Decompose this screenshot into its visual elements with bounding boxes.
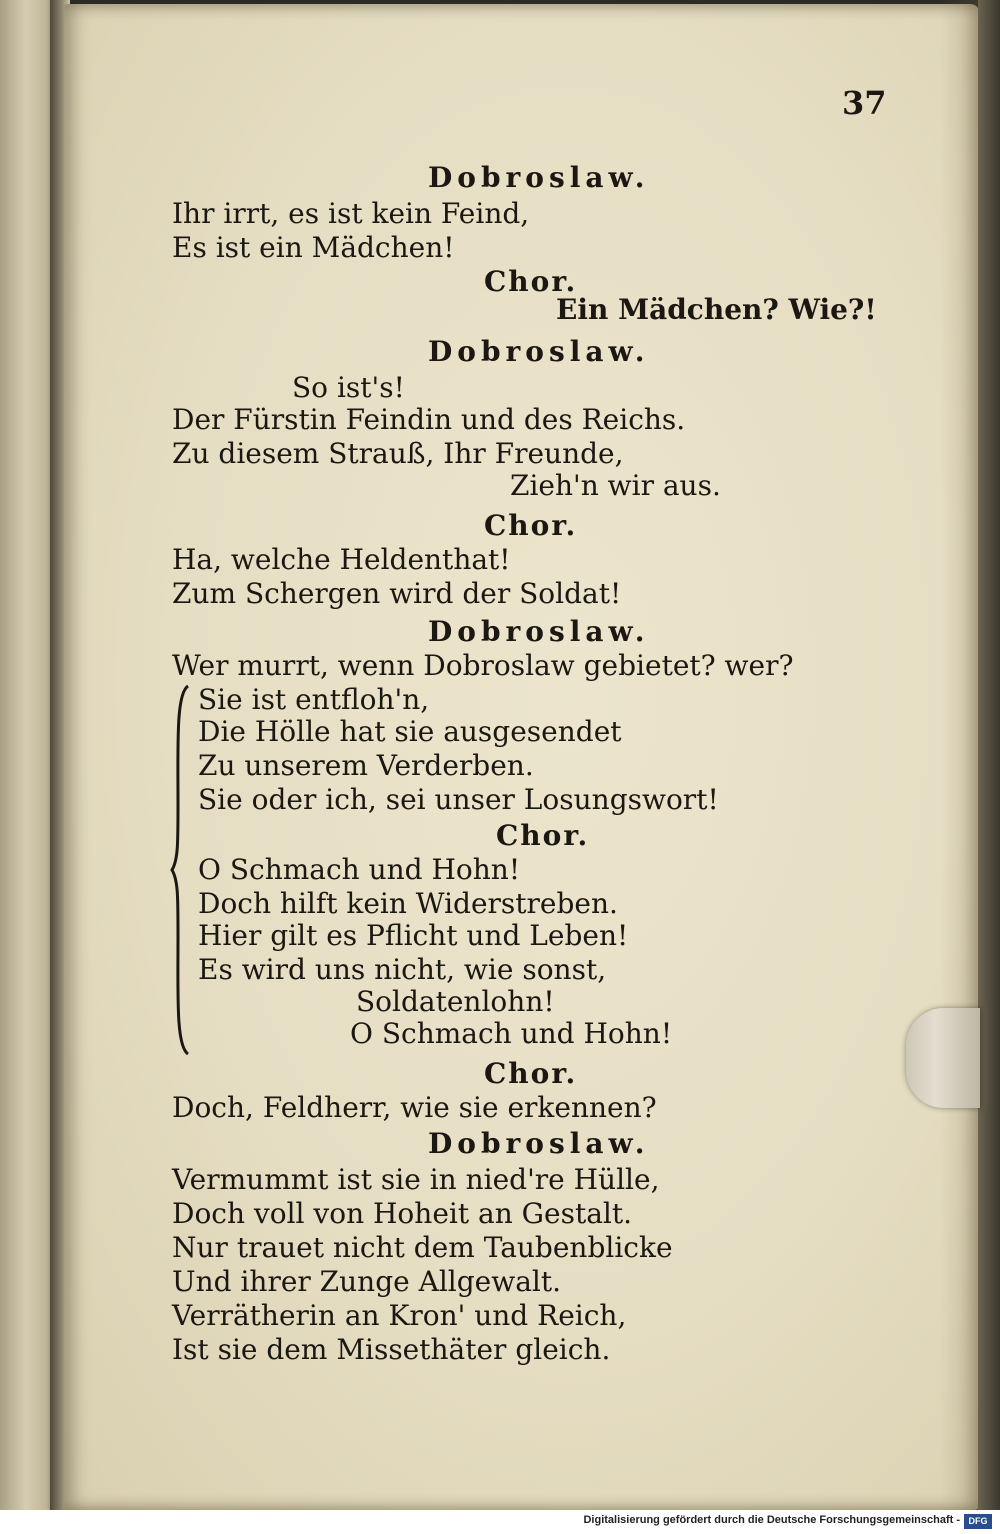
page-clip (906, 1008, 980, 1108)
footer-bar (0, 1510, 1000, 1534)
verse-line: Doch, Feldherr, wie sie erkennen? (172, 1091, 657, 1124)
footer-credit: Digitalisierung gefördert durch die Deutsche Forschungsgemeinschaft - (583, 1514, 960, 1526)
verse-line: Zum Schergen wird der Soldat! (172, 577, 622, 610)
verse-line: Ein Mädchen? Wie?! (556, 293, 877, 326)
verse-line: Und ihrer Zunge Allgewalt. (172, 1265, 561, 1298)
speaker-label: Dobroslaw. (428, 335, 650, 368)
speaker-label: Chor. (484, 1057, 578, 1090)
verse-line: So ist's! (292, 371, 405, 404)
verse-line: Hier gilt es Pflicht und Leben! (198, 919, 629, 952)
page-number: 37 (842, 84, 887, 122)
verse-line: O Schmach und Hohn! (198, 853, 521, 886)
speaker-label: Dobroslaw. (428, 615, 650, 648)
verse-line: Doch voll von Hoheit an Gestalt. (172, 1197, 632, 1230)
speaker-label: Chor. (484, 509, 578, 542)
verse-line: Der Fürstin Feindin und des Reichs. (172, 403, 686, 436)
verse-line: Sie ist entfloh'n, (198, 683, 430, 716)
speaker-label: Chor. (484, 265, 578, 298)
verse-line: Soldatenlohn! (356, 985, 555, 1018)
book-cover-edge (978, 0, 1000, 1510)
curly-brace-icon (170, 684, 192, 1056)
speaker-label: Chor. (496, 819, 590, 852)
verse-line: Zu diesem Strauß, Ihr Freunde, (172, 437, 624, 470)
page-edge-shading (940, 0, 978, 1510)
speaker-label: Dobroslaw. (428, 161, 650, 194)
verse-line: Die Hölle hat sie ausgesendet (198, 715, 622, 748)
verse-line: Es ist ein Mädchen! (172, 231, 455, 264)
verse-line: Nur trauet nicht dem Taubenblicke (172, 1231, 673, 1264)
verse-line: Vermummt ist sie in nied're Hülle, (172, 1163, 660, 1196)
verse-line: Zieh'n wir aus. (510, 469, 721, 502)
verse-line: Ist sie dem Missethäter gleich. (172, 1333, 611, 1366)
verse-line: Ihr irrt, es ist kein Feind, (172, 197, 530, 230)
verse-line: Sie oder ich, sei unser Losungswort! (198, 783, 719, 816)
dfg-logo: DFG (964, 1514, 992, 1529)
verse-line: Verrätherin an Kron' und Reich, (172, 1299, 627, 1332)
verse-line: Wer murrt, wenn Dobroslaw gebietet? wer? (172, 649, 794, 682)
verse-line: Zu unserem Verderben. (198, 749, 534, 782)
verse-line: O Schmach und Hohn! (350, 1017, 673, 1050)
verse-line: Ha, welche Heldenthat! (172, 543, 511, 576)
speaker-label: Dobroslaw. (428, 1127, 650, 1160)
verse-line: Doch hilft kein Widerstreben. (198, 887, 618, 920)
verse-line: Es wird uns nicht, wie sonst, (198, 953, 607, 986)
